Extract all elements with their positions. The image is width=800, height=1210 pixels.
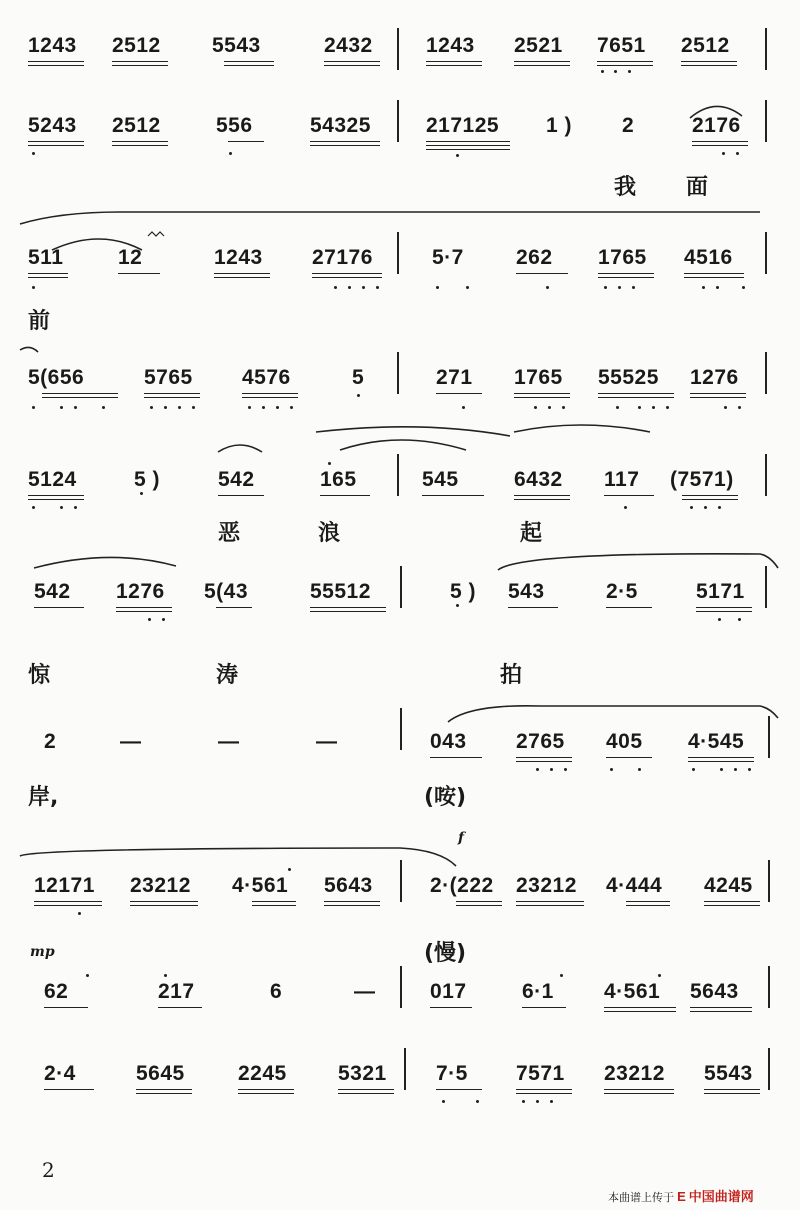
note-group: —	[316, 730, 338, 753]
note-group: 1765	[514, 366, 563, 389]
note-group: 5243	[28, 114, 77, 137]
note-group: 5645	[136, 1062, 185, 1085]
note-group: 23212	[604, 1062, 665, 1085]
note-group: 1243	[28, 34, 77, 57]
note-group: 7651	[597, 34, 646, 57]
note-group: 1243	[426, 34, 475, 57]
note-group: 23212	[130, 874, 191, 897]
footer-watermark	[608, 1186, 754, 1205]
note-group: 5321	[338, 1062, 387, 1085]
note-group: 4·545	[688, 730, 745, 753]
note-group: 5765	[144, 366, 193, 389]
note-group: —	[354, 980, 376, 1003]
note-group: 2	[622, 114, 635, 137]
note-group: 2245	[238, 1062, 287, 1085]
note-group: 165	[320, 468, 357, 491]
note-group: 5·7	[432, 246, 464, 269]
note-group: 4·561	[232, 874, 289, 897]
note-group: 2176	[692, 114, 741, 137]
note-group: 2521	[514, 34, 563, 57]
note-group: 1 )	[546, 114, 573, 137]
note-group: 5 )	[134, 468, 161, 491]
note-group: 5124	[28, 468, 77, 491]
note-group: 6432	[514, 468, 563, 491]
lyric: 前	[28, 309, 51, 334]
note-group: 2512	[112, 114, 161, 137]
note-group: 271	[436, 366, 473, 389]
lyric: (咹)	[424, 785, 467, 810]
note-group: 4576	[242, 366, 291, 389]
note-group: 12171	[34, 874, 95, 897]
note-group: 543	[508, 580, 545, 603]
note-group: 117	[604, 468, 640, 491]
note-group: 017	[430, 980, 467, 1003]
note-group: 5643	[690, 980, 739, 1003]
footer-prefix: 本曲谱上传于	[608, 1192, 674, 1204]
note-group: 542	[218, 468, 255, 491]
note-group: 5171	[696, 580, 745, 603]
note-group: 1276	[116, 580, 165, 603]
note-group: 217	[158, 980, 195, 1003]
site-logo-icon: E	[677, 1189, 686, 1204]
note-group: 1765	[598, 246, 647, 269]
note-group: 2	[44, 730, 57, 753]
lyric: 恶	[218, 521, 241, 546]
note-group: 217125	[426, 114, 500, 137]
note-group: 4·561	[604, 980, 661, 1003]
lyric: 岸,	[28, 785, 59, 810]
note-group: 55512	[310, 580, 371, 603]
note-group: 262	[516, 246, 553, 269]
note-group: 2·4	[44, 1062, 76, 1085]
note-group: 5	[352, 366, 365, 389]
note-group: 6·1	[522, 980, 554, 1003]
lyric: 面	[686, 175, 709, 200]
note-group: 4245	[704, 874, 753, 897]
note-group: 6	[270, 980, 283, 1003]
note-group: 2·5	[606, 580, 638, 603]
note-group: 5543	[212, 34, 261, 57]
note-group: 043	[430, 730, 467, 753]
note-group: 5543	[704, 1062, 753, 1085]
note-group: 2432	[324, 34, 373, 57]
lyric: 涛	[216, 663, 239, 688]
note-group: 2512	[112, 34, 161, 57]
tempo-marking: (慢)	[424, 941, 467, 966]
lyric: 起	[520, 521, 543, 546]
note-group: 2765	[516, 730, 565, 753]
note-group: 4·444	[606, 874, 663, 897]
note-group: (7571)	[670, 468, 734, 491]
note-group: 23212	[516, 874, 577, 897]
note-group: 54325	[310, 114, 371, 137]
note-group: 545	[422, 468, 459, 491]
note-group: 5 )	[450, 580, 477, 603]
note-group: 542	[34, 580, 71, 603]
page-number: 2	[42, 1158, 55, 1182]
note-group: 12	[118, 246, 143, 269]
note-group: 5(43	[204, 580, 249, 603]
note-group: 1243	[214, 246, 263, 269]
note-group: 2512	[681, 34, 730, 57]
note-group: 62	[44, 980, 69, 1003]
dynamic-forte: f	[458, 830, 465, 846]
note-group: 55525	[598, 366, 659, 389]
footer-site-name[interactable]: 中国曲谱网	[688, 1189, 754, 1204]
dynamic-mezzo-piano: mp	[30, 944, 55, 960]
note-group: 5(656	[28, 366, 85, 389]
note-group: —	[218, 730, 240, 753]
note-group: 556	[216, 114, 253, 137]
note-group: —	[120, 730, 142, 753]
note-group: 1276	[690, 366, 739, 389]
note-group: 27176	[312, 246, 373, 269]
note-group: 405	[606, 730, 643, 753]
note-group: 5643	[324, 874, 373, 897]
lyric: 惊	[28, 663, 51, 688]
lyric: 浪	[318, 521, 341, 546]
note-group: 4516	[684, 246, 733, 269]
lyric: 拍	[500, 663, 523, 688]
note-group: 511	[28, 246, 64, 269]
note-group: 7·5	[436, 1062, 468, 1085]
note-group: 2·(222	[430, 874, 494, 897]
note-group: 7571	[516, 1062, 565, 1085]
lyric: 我	[614, 175, 637, 200]
